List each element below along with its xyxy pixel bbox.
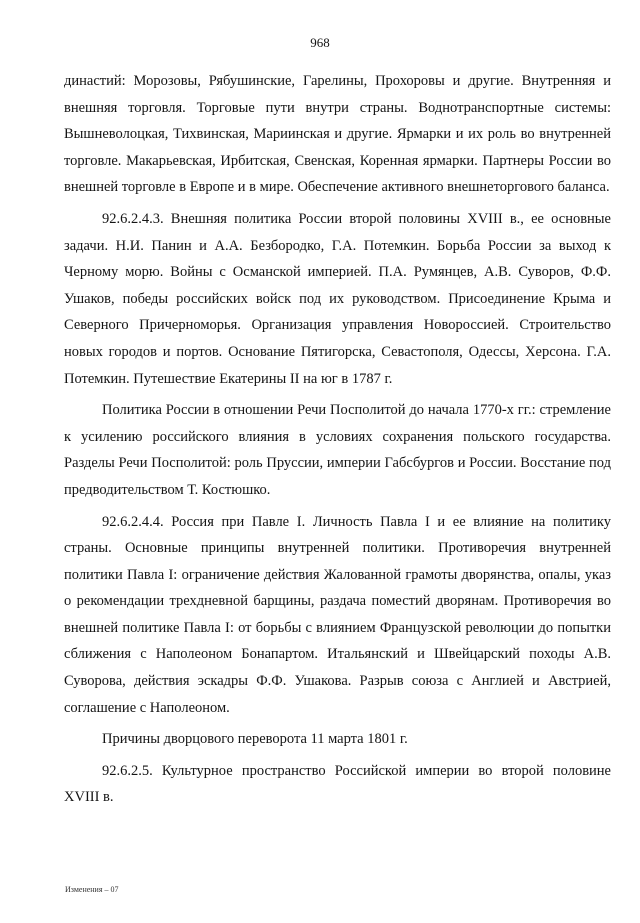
paragraph-poland-policy: Политика России в отношении Речи Посполитой до начала 1770-х гг.: стремление к усилению российского влияния в условиях сохранения польского государства. Разделы Речи Посполитой: роль Пруссии, империи Габсбургов и России. Восстание под предводительством Т. Костюшко. [64, 402, 611, 498]
page-number: 968 [310, 35, 330, 50]
paragraph-cultural-space: 92.6.2.5. Культурное пространство Российской империи во второй половине XVIII в. [64, 762, 611, 806]
document-body [64, 68, 611, 816]
paragraph-foreign-policy: 92.6.2.4.3. Внешняя политика России второй половины XVIII в., ее основные задачи. Н.И. Панин и А.А. Безбородко, Г.А. Потемкин. Борьба России за выход к Черному морю. Войны с Османской империей. П.А. Румянцев, А.В. Суворов, Ф.Ф. Ушаков, победы российских войск под их руководством. Присоединение Крыма и Северного Причерноморья. Организация управления Новороссией. Строительство новых городов и портов. Основание Пятигорска, Севастополя, Одессы, Херсона. Г.А. Потемкин. Путешествие Екатерины II на юг в 1787 г. [64, 210, 611, 387]
paragraph-palace-coup: Причины дворцового переворота 11 марта 1801 г. [102, 731, 408, 748]
paragraph-paul-i: 92.6.2.4.4. Россия при Павле I. Личность Павла I и ее влияние на политику страны. Основные принципы внутренней политики. Противоречия внутренней политики Павла I: ограничение действия Жалованной грамоты дворянства, опалы, указ о рекомендации трехдневной барщины, раздача поместий дворянам. Противоречия во внешней политике Павла I: от борьбы с влиянием Французской революции до попытки сближения с Наполеоном Бонапартом. Итальянский и Швейцарский походы А.В. Суворова, действия эскадры Ф.Ф. Ушакова. Разрыв союза с Англией и Австрией, соглашение с Наполеоном. [64, 513, 611, 716]
footer-revision: Изменения – 07 [65, 885, 119, 894]
paragraph-trade: династий: Морозовы, Рябушинские, Гарелины, Прохоровы и другие. Внутренняя и внешняя торговля. Торговые пути внутри страны. Воднотранспортные системы: Вышневолоцкая, Тихвинская, Мариинская и другие. Ярмарки и их роль во внутренней торговле. Макарьевская, Ирбитская, Свенская, Коренная ярмарки. Партнеры России во внешней торговле в Европе и в мире. Обеспечение активного внешнеторгового баланса. [64, 73, 611, 196]
